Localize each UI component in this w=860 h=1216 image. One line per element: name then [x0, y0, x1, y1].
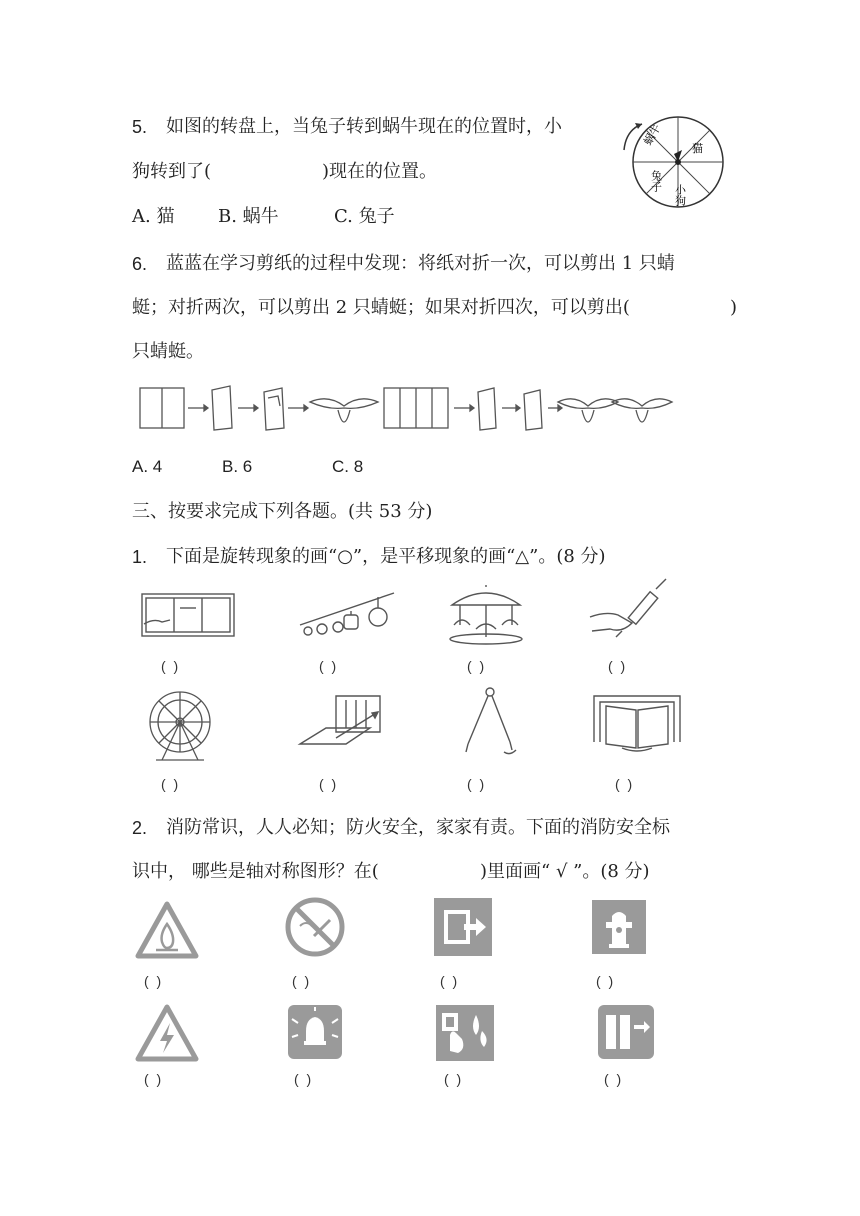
question-6-line3: 只蜻蜓。 [132, 341, 204, 362]
fire-alarm-sign [288, 1005, 342, 1059]
question-5-option-a[interactable]: A. 猫 [132, 206, 175, 227]
question-6-number: 6. [132, 254, 148, 274]
s3-question-2-line1: 消防常识，人人必知；防火安全，家家有责。下面的消防安全标 [166, 817, 670, 838]
drawer-tray-picture [296, 692, 388, 752]
wheel-label-snail: 蜗牛 [641, 121, 664, 148]
fire-door-sign [598, 1005, 654, 1059]
answer-paren-s3q2-8[interactable]: ( ) [604, 1071, 624, 1087]
answer-paren-s3q1-3[interactable]: ( ) [467, 658, 487, 674]
fire-alarm-button-sign [436, 1005, 494, 1061]
question-6-option-b[interactable]: B. 6 [222, 457, 253, 476]
answer-paren-s3q1-7[interactable]: ( ) [467, 776, 487, 792]
answer-paren-s3q1-6[interactable]: ( ) [319, 776, 339, 792]
wheel-label-rabbit: 兔子 [649, 170, 663, 192]
carousel-picture [446, 585, 526, 645]
exit-sign [434, 898, 492, 956]
question-6-option-a[interactable]: A. 4 [132, 457, 163, 476]
high-voltage-warning-sign [136, 1005, 198, 1061]
question-5-line2a: 狗转到了( [132, 161, 212, 182]
question-5-number: 5. [132, 117, 148, 137]
paper-folding-dragonfly-illustration [138, 384, 678, 434]
answer-paren-s3q1-4[interactable]: ( ) [608, 658, 628, 674]
answer-paren-s3q2-6[interactable]: ( ) [294, 1071, 314, 1087]
s3-question-2-number: 2. [132, 818, 148, 838]
question-6-line1: 蓝蓝在学习剪纸的过程中发现：将纸对折一次，可以剪出 1 只蜻 [166, 253, 675, 274]
question-5-option-b[interactable]: B. 蜗牛 [218, 206, 279, 227]
question-5-line1: 如图的转盘上，当兔子转到蜗牛现在的位置时，小 [166, 116, 562, 137]
answer-paren-s3q2-7[interactable]: ( ) [444, 1071, 464, 1087]
answer-paren-s3q2-1[interactable]: ( ) [144, 973, 164, 989]
answer-paren-s3q2-3[interactable]: ( ) [440, 973, 460, 989]
s3-question-2-line2a: 识中， 哪些是轴对称图形？在( [132, 861, 379, 882]
fire-hydrant-sign [592, 900, 646, 954]
s3-question-1-text: 下面是旋转现象的画“○”，是平移现象的画“△”。(8 分) [166, 546, 606, 567]
wheel-label-cat: 猫 [692, 142, 703, 155]
no-smoking-sign [284, 896, 346, 958]
wheel-label-dog: 小狗 [673, 184, 687, 206]
question-6-line2-close: ) [730, 297, 738, 318]
flammable-warning-sign [136, 902, 198, 958]
s3-question-1-number: 1. [132, 547, 148, 567]
answer-paren-s3q1-2[interactable]: ( ) [319, 658, 339, 674]
s3-question-2-line2b: )里面画“ √ ”。(8 分) [480, 861, 650, 882]
question-5-option-c[interactable]: C. 兔子 [334, 206, 395, 227]
question-5-line2b: )现在的位置。 [322, 161, 438, 182]
question-6-line2: 蜓；对折两次，可以剪出 2 只蜻蜓；如果对折四次，可以剪出( [132, 297, 630, 318]
sliding-door-picture [592, 692, 682, 752]
answer-paren-s3q2-2[interactable]: ( ) [292, 973, 312, 989]
ferris-wheel-picture [140, 688, 220, 764]
question-6-option-c[interactable]: C. 8 [332, 457, 364, 476]
answer-paren-s3q2-5[interactable]: ( ) [144, 1071, 164, 1087]
answer-paren-s3q1-5[interactable]: ( ) [161, 776, 181, 792]
answer-paren-s3q2-4[interactable]: ( ) [596, 973, 616, 989]
spinner-wheel-illustration [616, 112, 728, 212]
answer-paren-s3q1-8[interactable]: ( ) [615, 776, 635, 792]
syringe-picture [586, 585, 670, 645]
cable-car-picture [298, 585, 398, 645]
compass-picture [460, 686, 520, 756]
answer-paren-s3q1-1[interactable]: ( ) [161, 658, 181, 674]
sliding-window-picture [140, 590, 236, 640]
section-3-title: 三、按要求完成下列各题。(共 53 分) [132, 501, 433, 522]
